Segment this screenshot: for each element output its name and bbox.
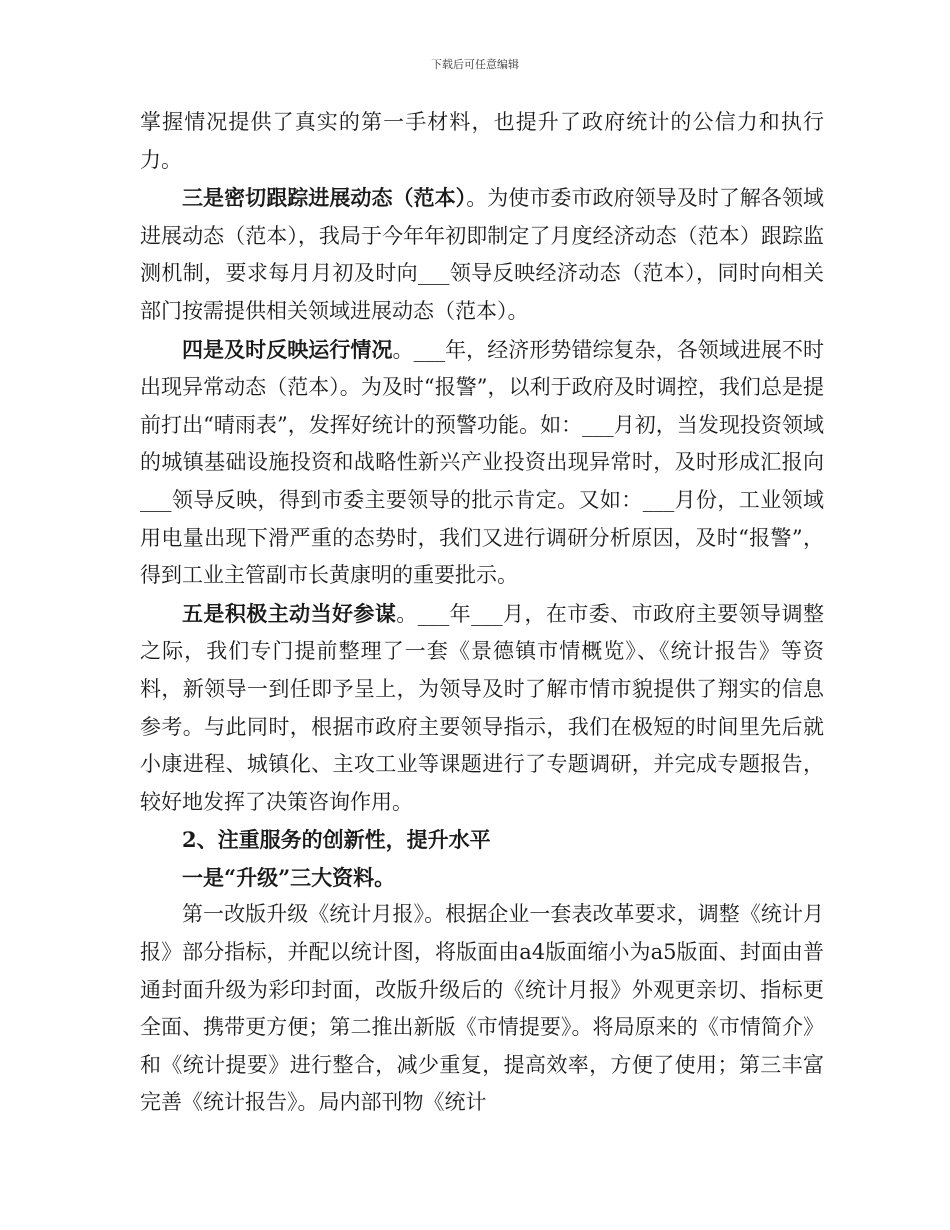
section-heading: 2、注重服务的创新性，提升水平 <box>182 827 491 853</box>
document-body <box>140 104 824 1122</box>
paragraph-body: 。___年___月，在市委、市政府主要领导调整之际，我们专门提前整理了一套《景德镇市情概览》、《统计报告》等资料，新领导一到任即予呈上，为领导及时了解市情市貌提供了翔实的信息参考。与此同时，根据市政府主要领导指示，我们在极短的时间里先后就小康进程、城镇化、主攻工业等课题进行了专题调研，并完成专题报告，较好地发挥了决策咨询作用。 <box>140 601 825 814</box>
paragraph-advisor <box>140 595 824 822</box>
paragraph-upgrade: 第一改版升级《统计月报》。根据企业一套表改革要求，调整《统计月报》部分指标，并配以统计图，将版面由a4版面缩小为a5版面、封面由普通封面升级为彩印封面，改版升级后的《统计月报》外观更亲切、指标更全面、携带更方便；第二推出新版《市情提要》。将局原来的《市情简介》和《统计提要》进行整合，减少重复，提高效率，方便了使用；第三丰富完善《统计报告》。局内部刊物《统计 <box>140 902 824 1115</box>
paragraph-report-operation <box>140 331 824 595</box>
paragraph-body: 。为使市委市政府领导及时了解各领域进展动态（范本），我局于今年年初即制定了月度经济动态（范本）跟踪监测机制，要求每月月初及时向___领导反映经济动态（范本），同时向相关部门按需提供相关领域进展动态（范本）。 <box>140 186 825 323</box>
page-header: 下载后可任意编辑 <box>431 58 519 71</box>
paragraph-body: 。___年，经济形势错综复杂，各领域进展不时出现异常动态（范本）。为及时“报警”，以利于政府及时调控，我们总是提前打出“晴雨表”，发挥好统计的预警功能。如：___月初，当发现投资领域的城镇基础设施投资和战略性新兴产业投资出现异常时，及时形成汇报向___领导反映，得到市委主要领导的批示肯定。又如：___月份，工业领域用电量出现下滑严重的态势时，我们又进行调研分析原因，及时“报警”，得到工业主管副市长黄康明的重要批示。 <box>140 337 825 588</box>
subsection-heading: 一是“升级”三大资料。 <box>182 864 396 890</box>
paragraph-lead: 四是及时反映运行情况 <box>182 336 393 362</box>
paragraph-lead: 五是积极主动当好参谋 <box>182 600 397 626</box>
paragraph-lead: 三是密切跟踪进展动态（范本） <box>182 185 467 211</box>
paragraph-track-progress <box>140 179 824 330</box>
paragraph-continuation: 掌握情况提供了真实的第一手材料，也提升了政府统计的公信力和执行力。 <box>140 110 824 172</box>
